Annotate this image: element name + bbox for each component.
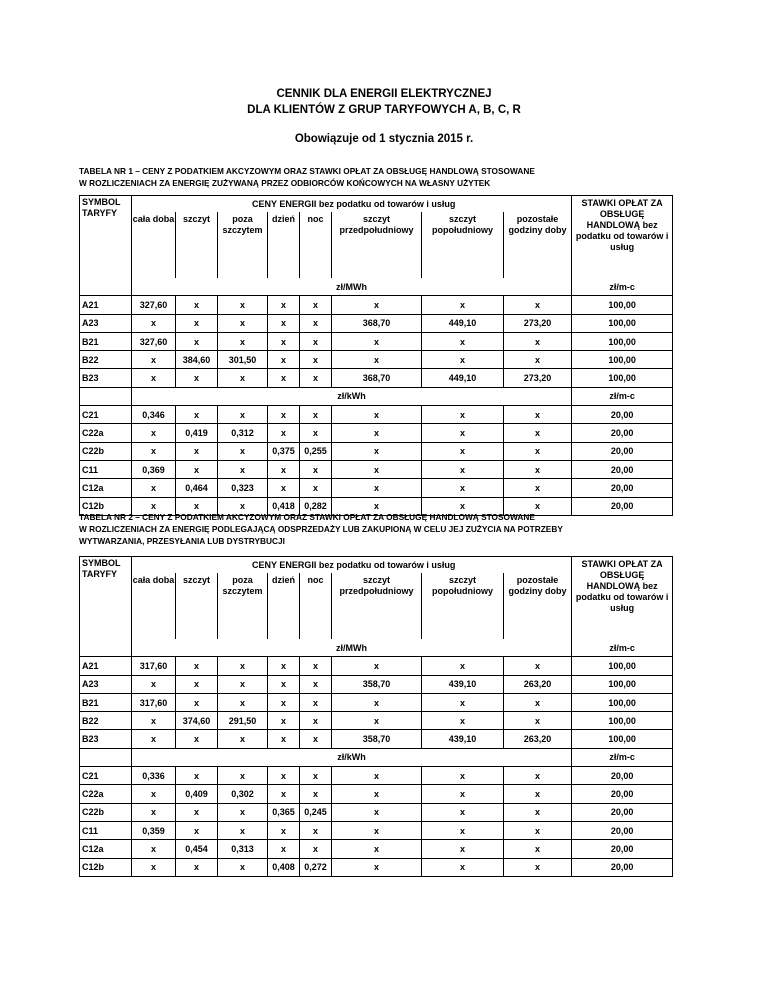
price-cell: 384,60	[176, 351, 218, 369]
price-cell: x	[504, 351, 572, 369]
table2	[79, 556, 672, 877]
price-cell: x	[422, 497, 504, 515]
table1-caption	[79, 165, 535, 189]
price-cell: x	[300, 296, 332, 314]
tariff-symbol: C22a	[80, 424, 132, 442]
tariff-symbol: B23	[80, 369, 132, 387]
price-cell: x	[268, 821, 300, 839]
price-cell: x	[332, 767, 422, 785]
price-cell: x	[422, 479, 504, 497]
price-cell: x	[176, 803, 218, 821]
tariff-symbol: C11	[80, 460, 132, 478]
price-cell: x	[268, 332, 300, 350]
price-cell: x	[332, 460, 422, 478]
price-cell: x	[332, 351, 422, 369]
stawka-cell: 20,00	[572, 803, 673, 821]
price-cell: 317,60	[132, 657, 176, 675]
table-row	[80, 730, 673, 748]
stawka-cell: 100,00	[572, 693, 673, 711]
table-row	[80, 767, 673, 785]
price-cell: x	[504, 479, 572, 497]
price-cell: x	[218, 693, 268, 711]
price-cell: x	[422, 406, 504, 424]
table-row	[80, 840, 673, 858]
tariff-symbol: C22a	[80, 785, 132, 803]
price-cell: x	[132, 858, 176, 876]
price-cell: x	[218, 675, 268, 693]
price-cell: x	[422, 840, 504, 858]
price-cell: x	[176, 296, 218, 314]
ceny-header: CENY ENERGII bez podatku od towarów i usług	[132, 196, 572, 213]
price-cell: x	[132, 351, 176, 369]
price-cell: x	[332, 442, 422, 460]
unit-mc: zł/m-c	[572, 278, 673, 296]
unit-mwh: zł/MWh	[132, 639, 572, 657]
price-cell: x	[268, 657, 300, 675]
price-cell: x	[504, 767, 572, 785]
table-row	[80, 406, 673, 424]
stawka-cell: 100,00	[572, 369, 673, 387]
price-cell: x	[332, 332, 422, 350]
table-row	[80, 858, 673, 876]
tariff-symbol: C12b	[80, 858, 132, 876]
price-cell: 358,70	[332, 730, 422, 748]
price-cell: x	[218, 406, 268, 424]
col-noc: noc	[300, 212, 332, 278]
price-cell: x	[300, 460, 332, 478]
price-cell: x	[268, 693, 300, 711]
table1-kwh-rows	[80, 406, 673, 516]
price-cell: x	[268, 369, 300, 387]
price-cell: x	[176, 767, 218, 785]
tariff-symbol: C12b	[80, 497, 132, 515]
table-row	[80, 785, 673, 803]
stawka-cell: 20,00	[572, 821, 673, 839]
price-cell: x	[332, 858, 422, 876]
table2-caption	[79, 511, 563, 547]
price-cell: x	[176, 675, 218, 693]
price-cell: 368,70	[332, 314, 422, 332]
price-cell: 0,454	[176, 840, 218, 858]
price-cell: x	[218, 730, 268, 748]
price-cell: x	[422, 693, 504, 711]
price-cell: x	[132, 497, 176, 515]
ceny-header: CENY ENERGII bez podatku od towarów i usług	[132, 557, 572, 574]
table-row	[80, 675, 673, 693]
col-szczyt-popoludniowy: szczyt popołudniowy	[422, 573, 504, 639]
price-cell: x	[268, 406, 300, 424]
price-cell: x	[132, 785, 176, 803]
price-cell: 317,60	[132, 693, 176, 711]
stawka-cell: 20,00	[572, 497, 673, 515]
stawka-cell: 20,00	[572, 840, 673, 858]
price-cell: 0,282	[300, 497, 332, 515]
tariff-symbol: B23	[80, 730, 132, 748]
table1	[79, 195, 672, 516]
price-cell: x	[422, 296, 504, 314]
symbol-header: SYMBOL TARYFY	[80, 196, 132, 279]
tariff-symbol: C12a	[80, 479, 132, 497]
price-cell: 0,312	[218, 424, 268, 442]
table-row	[80, 712, 673, 730]
price-cell: x	[422, 767, 504, 785]
document-title-line2: DLA KLIENTÓW Z GRUP TARYFOWYCH A, B, C, R	[247, 104, 521, 116]
price-cell: 0,409	[176, 785, 218, 803]
price-cell: 0,408	[268, 858, 300, 876]
price-cell: 0,272	[300, 858, 332, 876]
table2-caption-line2: W ROZLICZENIACH ZA ENERGIĘ PODLEGAJĄCĄ ODSPRZEDAŻY LUB ZAKUPIONĄ W CELU JEJ ZUŻYCIA NA POTRZEBY	[79, 524, 563, 534]
col-szczyt-przedpoludniowy: szczyt przedpołudniowy	[332, 212, 422, 278]
col-pozostale-godziny: pozostałe godziny doby	[504, 573, 572, 639]
tariff-symbol: A21	[80, 657, 132, 675]
price-cell: 0,419	[176, 424, 218, 442]
price-cell: 263,20	[504, 675, 572, 693]
tariff-symbol: C21	[80, 767, 132, 785]
table-row	[80, 821, 673, 839]
col-pozostale-godziny: pozostałe godziny doby	[504, 212, 572, 278]
stawka-cell: 20,00	[572, 767, 673, 785]
table-row	[80, 351, 673, 369]
unit-mc: zł/m-c	[572, 387, 673, 405]
tariff-symbol: A21	[80, 296, 132, 314]
stawka-cell: 100,00	[572, 314, 673, 332]
stawka-cell: 100,00	[572, 657, 673, 675]
price-cell: 327,60	[132, 296, 176, 314]
unit-kwh: zł/kWh	[132, 748, 572, 766]
price-cell: x	[176, 693, 218, 711]
price-cell: x	[332, 479, 422, 497]
price-cell: x	[268, 424, 300, 442]
stawka-cell: 100,00	[572, 730, 673, 748]
price-cell: x	[422, 460, 504, 478]
price-cell: x	[176, 369, 218, 387]
table2-kwh-rows	[80, 767, 673, 877]
tariff-symbol: A23	[80, 675, 132, 693]
stawka-cell: 100,00	[572, 296, 673, 314]
price-cell: x	[218, 460, 268, 478]
price-cell: x	[422, 424, 504, 442]
price-cell: x	[422, 785, 504, 803]
stawka-cell: 20,00	[572, 858, 673, 876]
price-cell: x	[132, 730, 176, 748]
table-row	[80, 332, 673, 350]
col-szczyt: szczyt	[176, 573, 218, 639]
price-cell: x	[422, 821, 504, 839]
price-cell: 0,359	[132, 821, 176, 839]
unit-mwh: zł/MWh	[132, 278, 572, 296]
price-cell: x	[218, 803, 268, 821]
price-cell: x	[300, 314, 332, 332]
price-cell: x	[332, 497, 422, 515]
col-cala-doba: cała doba	[132, 212, 176, 278]
price-cell: x	[504, 821, 572, 839]
price-cell: x	[332, 693, 422, 711]
price-cell: x	[300, 351, 332, 369]
price-cell: x	[268, 351, 300, 369]
price-cell: 0,323	[218, 479, 268, 497]
price-cell: x	[504, 406, 572, 424]
table-row	[80, 369, 673, 387]
price-cell: x	[504, 785, 572, 803]
price-cell: 327,60	[132, 332, 176, 350]
price-cell: 439,10	[422, 675, 504, 693]
price-cell: 449,10	[422, 314, 504, 332]
price-cell: x	[332, 406, 422, 424]
price-cell: x	[132, 369, 176, 387]
price-cell: x	[504, 424, 572, 442]
price-cell: x	[132, 803, 176, 821]
table-row	[80, 424, 673, 442]
table-row	[80, 803, 673, 821]
price-cell: x	[218, 657, 268, 675]
stawka-cell: 20,00	[572, 442, 673, 460]
price-cell: x	[176, 730, 218, 748]
price-cell: x	[300, 332, 332, 350]
price-cell: x	[218, 332, 268, 350]
price-cell: 449,10	[422, 369, 504, 387]
price-cell: 0,255	[300, 442, 332, 460]
table-row	[80, 479, 673, 497]
col-cala-doba: cała doba	[132, 573, 176, 639]
col-szczyt-popoludniowy: szczyt popołudniowy	[422, 212, 504, 278]
price-cell: x	[268, 296, 300, 314]
price-cell: x	[300, 424, 332, 442]
price-cell: 0,336	[132, 767, 176, 785]
col-poza-szczytem: poza szczytem	[218, 573, 268, 639]
price-cell: x	[504, 332, 572, 350]
price-cell: x	[176, 314, 218, 332]
price-cell: x	[218, 858, 268, 876]
price-cell: x	[132, 424, 176, 442]
col-szczyt-przedpoludniowy: szczyt przedpołudniowy	[332, 573, 422, 639]
price-cell: x	[504, 840, 572, 858]
tariff-symbol: C11	[80, 821, 132, 839]
unit-kwh: zł/kWh	[132, 387, 572, 405]
price-cell: x	[176, 406, 218, 424]
table-row	[80, 296, 673, 314]
tariff-symbol: C22b	[80, 803, 132, 821]
stawka-cell: 100,00	[572, 712, 673, 730]
price-cell: 358,70	[332, 675, 422, 693]
table1-caption-line2: W ROZLICZENIACH ZA ENERGIĘ ZUŻYWANĄ PRZEZ ODBIORCÓW KOŃCOWYCH NA WŁASNY UŻYTEK	[79, 178, 491, 188]
price-cell: x	[504, 442, 572, 460]
price-cell: x	[300, 785, 332, 803]
price-cell: x	[332, 840, 422, 858]
tariff-symbol: C12a	[80, 840, 132, 858]
price-cell: x	[422, 803, 504, 821]
price-cell: x	[218, 767, 268, 785]
price-cell: x	[268, 460, 300, 478]
table2-mwh-rows	[80, 657, 673, 748]
tariff-symbol: B21	[80, 693, 132, 711]
price-cell: 374,60	[176, 712, 218, 730]
price-cell: x	[422, 712, 504, 730]
price-cell: x	[132, 314, 176, 332]
price-cell: 301,50	[218, 351, 268, 369]
stawka-cell: 100,00	[572, 351, 673, 369]
price-cell: 0,464	[176, 479, 218, 497]
price-cell: x	[422, 657, 504, 675]
stawki-header: STAWKI OPŁAT ZA OBSŁUGĘ HANDLOWĄ bez podatku od towarów i usług	[572, 196, 673, 279]
price-cell: x	[422, 858, 504, 876]
price-cell: x	[132, 840, 176, 858]
price-cell: x	[422, 442, 504, 460]
price-cell: x	[268, 712, 300, 730]
col-szczyt: szczyt	[176, 212, 218, 278]
price-cell: x	[332, 785, 422, 803]
stawka-cell: 100,00	[572, 332, 673, 350]
price-cell: 263,20	[504, 730, 572, 748]
table-row	[80, 314, 673, 332]
price-cell: x	[332, 296, 422, 314]
price-cell: x	[332, 803, 422, 821]
price-cell: x	[504, 712, 572, 730]
price-cell: x	[504, 803, 572, 821]
price-cell: x	[218, 296, 268, 314]
price-cell: x	[268, 730, 300, 748]
stawka-cell: 20,00	[572, 460, 673, 478]
price-cell: x	[504, 460, 572, 478]
tariff-symbol: C21	[80, 406, 132, 424]
price-cell: 439,10	[422, 730, 504, 748]
col-dzien: dzień	[268, 212, 300, 278]
tariff-symbol: C22b	[80, 442, 132, 460]
price-cell: x	[132, 712, 176, 730]
price-cell: x	[300, 479, 332, 497]
price-cell: 368,70	[332, 369, 422, 387]
col-dzien: dzień	[268, 573, 300, 639]
price-cell: x	[268, 675, 300, 693]
price-cell: x	[268, 840, 300, 858]
price-cell: x	[300, 730, 332, 748]
price-cell: x	[332, 657, 422, 675]
price-cell: 291,50	[218, 712, 268, 730]
stawka-cell: 20,00	[572, 424, 673, 442]
price-cell: x	[504, 858, 572, 876]
price-cell: x	[300, 406, 332, 424]
price-cell: x	[422, 332, 504, 350]
price-cell: x	[504, 296, 572, 314]
price-cell: x	[218, 369, 268, 387]
price-cell: 0,245	[300, 803, 332, 821]
table1-mwh-rows	[80, 296, 673, 387]
price-cell: x	[268, 785, 300, 803]
price-cell: x	[132, 442, 176, 460]
price-cell: x	[176, 497, 218, 515]
price-cell: 273,20	[504, 369, 572, 387]
price-cell: x	[218, 821, 268, 839]
price-cell: x	[132, 479, 176, 497]
price-cell: 0,365	[268, 803, 300, 821]
price-cell: x	[300, 712, 332, 730]
table2-caption-line3: WYTWARZANIA, PRZESYŁANIA LUB DYSTRYBUCJI	[79, 536, 285, 546]
price-cell: x	[268, 479, 300, 497]
tariff-symbol: B21	[80, 332, 132, 350]
price-cell: x	[332, 821, 422, 839]
table-row	[80, 442, 673, 460]
price-cell: x	[332, 712, 422, 730]
price-cell: x	[300, 369, 332, 387]
price-cell: x	[176, 657, 218, 675]
price-cell: x	[300, 693, 332, 711]
stawka-cell: 20,00	[572, 406, 673, 424]
price-cell: x	[422, 351, 504, 369]
symbol-header: SYMBOL TARYFY	[80, 557, 132, 640]
col-noc: noc	[300, 573, 332, 639]
price-cell: x	[504, 657, 572, 675]
table-row	[80, 693, 673, 711]
price-cell: x	[332, 424, 422, 442]
price-cell: x	[504, 693, 572, 711]
price-cell: 0,302	[218, 785, 268, 803]
price-cell: x	[218, 442, 268, 460]
stawka-cell: 20,00	[572, 479, 673, 497]
price-cell: x	[504, 497, 572, 515]
price-cell: x	[132, 675, 176, 693]
price-cell: x	[300, 821, 332, 839]
table1-caption-line1: TABELA NR 1 – CENY Z PODATKIEM AKCYZOWYM ORAZ STAWKI OPŁAT ZA OBSŁUGĘ HANDLOWĄ STOSOWANE	[79, 166, 535, 176]
price-cell: x	[300, 675, 332, 693]
price-cell: x	[268, 314, 300, 332]
valid-from: Obowiązuje od 1 stycznia 2015 r.	[294, 133, 474, 145]
stawka-cell: 100,00	[572, 675, 673, 693]
unit-mc: zł/m-c	[572, 748, 673, 766]
price-cell: x	[176, 858, 218, 876]
price-cell: 0,369	[132, 460, 176, 478]
tariff-symbol: B22	[80, 712, 132, 730]
table-row	[80, 460, 673, 478]
price-cell: x	[218, 314, 268, 332]
price-cell: x	[218, 497, 268, 515]
price-cell: 273,20	[504, 314, 572, 332]
price-cell: x	[268, 767, 300, 785]
price-cell: 0,418	[268, 497, 300, 515]
price-cell: x	[300, 657, 332, 675]
stawki-header: STAWKI OPŁAT ZA OBSŁUGĘ HANDLOWĄ bez podatku od towarów i usług	[572, 557, 673, 640]
tariff-symbol: A23	[80, 314, 132, 332]
document-title-line1: CENNIK DLA ENERGII ELEKTRYCZNEJ	[276, 88, 492, 100]
price-cell: 0,313	[218, 840, 268, 858]
price-cell: 0,346	[132, 406, 176, 424]
price-cell: x	[176, 332, 218, 350]
col-poza-szczytem: poza szczytem	[218, 212, 268, 278]
price-cell: x	[300, 767, 332, 785]
price-cell: x	[300, 840, 332, 858]
price-cell: x	[176, 821, 218, 839]
table2-caption-line1: TABELA NR 2 – CENY Z PODATKIEM AKCYZOWYM ORAZ STAWKI OPŁAT ZA OBSŁUGĘ HANDLOWĄ STOSOWANE	[79, 512, 535, 522]
price-cell: x	[176, 442, 218, 460]
price-cell: x	[176, 460, 218, 478]
table-row	[80, 657, 673, 675]
price-cell: 0,375	[268, 442, 300, 460]
stawka-cell: 20,00	[572, 785, 673, 803]
tariff-symbol: B22	[80, 351, 132, 369]
unit-mc: zł/m-c	[572, 639, 673, 657]
